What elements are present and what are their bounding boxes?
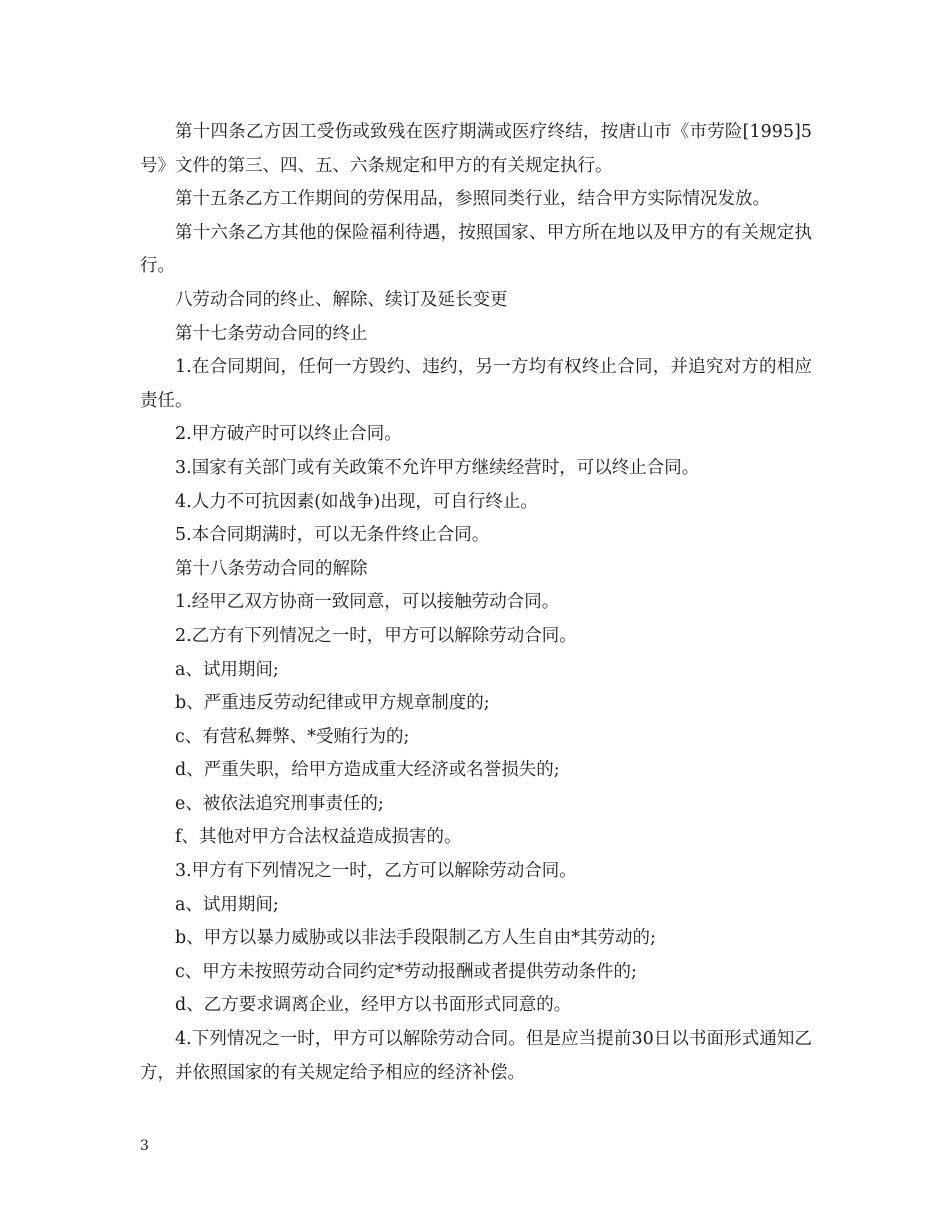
article-heading: 第十八条劳动合同的解除 [175, 558, 368, 579]
sub-item: f、其他对甲方合法权益造成损害的。 [175, 827, 462, 848]
list-item: 1.经甲乙双方协商一致同意，可以接触劳动合同。 [175, 592, 560, 613]
paragraph: 第十六条乙方其他的保险福利待遇，按照国家、甲方所在地以及甲方的有关规定执行。 [140, 222, 812, 277]
sub-item: d、严重失职，给甲方造成重大经济或名誉损失的; [175, 760, 560, 781]
sub-item: a、试用期间; [175, 894, 279, 915]
list-item: 2.乙方有下列情况之一时，甲方可以解除劳动合同。 [175, 625, 577, 646]
section-heading: 八劳动合同的终止、解除、续订及延长变更 [175, 289, 508, 310]
sub-item: b、严重违反劳动纪律或甲方规章制度的; [175, 693, 490, 714]
list-item: 4.下列情况之一时，甲方可以解除劳动合同。但是应当提前30日以书面形式通知乙方，并依照国家的有关规定给予相应的经济补偿。 [140, 1029, 812, 1083]
list-item: 3.甲方有下列情况之一时，乙方可以解除劳动合同。 [175, 861, 577, 882]
list-item: 1.在合同期间，任何一方毁约、违约，另一方均有权终止合同，并追究对方的相应责任。 [140, 357, 812, 411]
article-heading: 第十七条劳动合同的终止 [175, 323, 368, 344]
list-item: 5.本合同期满时，可以无条件终止合同。 [175, 525, 490, 546]
sub-item: e、被依法追究刑事责任的; [175, 793, 384, 814]
sub-item: a、试用期间; [175, 659, 279, 680]
sub-item: b、甲方以暴力威胁或以非法手段限制乙方人生自由*其劳动的; [175, 928, 656, 949]
list-item: 4.人力不可抗因素(如战争)出现，可自行终止。 [175, 491, 538, 512]
list-item: 2.甲方破产时可以终止合同。 [175, 424, 402, 445]
paragraph: 第十四条乙方因工受伤或致残在医疗期满或医疗终结，按唐山市《市劳险[1995]5号》文件的第三、四、五、六条规定和甲方的有关规定执行。 [140, 122, 812, 176]
document-body [140, 116, 812, 1090]
sub-item: d、乙方要求调离企业，经甲方以书面形式同意的。 [175, 995, 572, 1016]
page-number: 3 [140, 1138, 149, 1154]
sub-item: c、有营私舞弊、*受贿行为的; [175, 726, 410, 747]
sub-item: c、甲方未按照劳动合同约定*劳动报酬或者提供劳动条件的; [175, 961, 637, 982]
paragraph: 第十五条乙方工作期间的劳保用品，参照同类行业，结合甲方实际情况发放。 [175, 189, 770, 210]
list-item: 3.国家有关部门或有关政策不允许甲方继续经营时，可以终止合同。 [175, 457, 700, 478]
